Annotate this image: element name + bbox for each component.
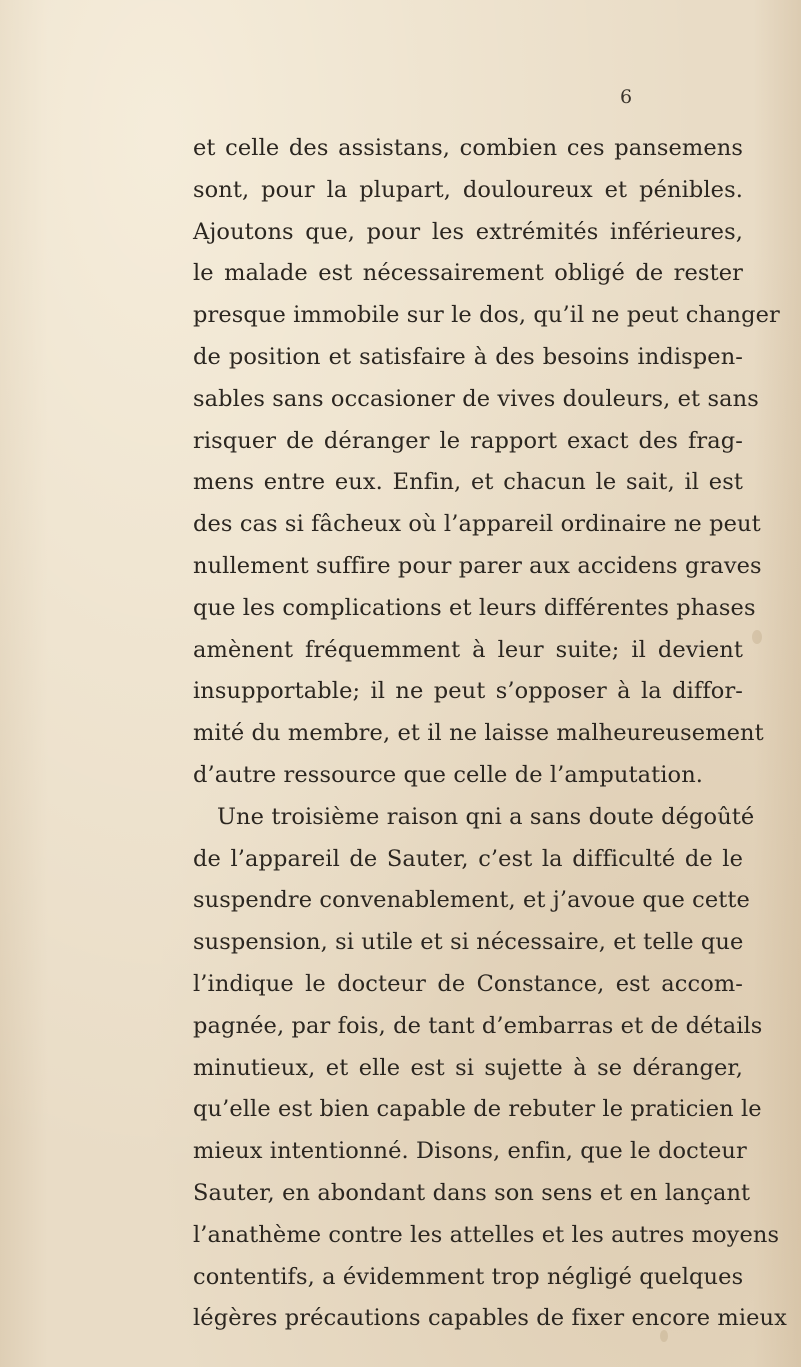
text-line: mité du membre, et il ne laisse malheureusement bbox=[193, 720, 764, 747]
page-number: 6 bbox=[620, 86, 633, 108]
text-line: et celle des assistans, combien ces pansemens bbox=[193, 135, 743, 161]
text-line: l’anathème contre les attelles et les autres moyens bbox=[193, 1221, 780, 1248]
text-line: de l’appareil de Sauter, c’est la difficulté de le bbox=[193, 845, 743, 872]
text-line: Sauter, en abondant dans son sens et en lançant bbox=[193, 1179, 751, 1206]
text-line: suspendre convenablement, et j’avoue que cette bbox=[193, 887, 750, 914]
text-line: qu’elle est bien capable de rebuter le praticien le bbox=[193, 1096, 762, 1123]
text-line: des cas si fâcheux où l’appareil ordinaire ne peut bbox=[193, 511, 761, 538]
text-line: d’autre ressource que celle de l’amputation. bbox=[193, 761, 704, 788]
text-line: amènent fréquemment à leur suite; il devient bbox=[193, 636, 743, 663]
text-line: suspension, si utile et si nécessaire, et telle que bbox=[193, 929, 744, 956]
text-line: mieux intentionné. Disons, enfin, que le docteur bbox=[193, 1138, 747, 1165]
text-line: mens entre eux. Enfin, et chacun le sait, il est bbox=[193, 469, 743, 496]
text-line: l’indique le docteur de Constance, est accom- bbox=[193, 970, 743, 997]
text-line: contentifs, a évidemment trop négligé quelques bbox=[193, 1263, 744, 1290]
text-line: sont, pour la plupart, douloureux et pénibles. bbox=[193, 176, 743, 203]
text-line: légères précautions capables de fixer encore mieux bbox=[193, 1305, 787, 1332]
text-line: de position et satisfaire à des besoins indispen- bbox=[193, 343, 743, 370]
text-line: minutieux, et elle est si sujette à se déranger, bbox=[193, 1054, 743, 1081]
text-line: que les complications et leurs différentes phases bbox=[193, 594, 756, 621]
text-line: Ajoutons que, pour les extrémités inférieures, bbox=[193, 218, 743, 245]
text-line: insupportable; il ne peut s’opposer à la diffor- bbox=[193, 678, 743, 705]
text-line: presque immobile sur le dos, qu’il ne peut changer bbox=[193, 302, 780, 329]
text-line: pagnée, par fois, de tant d’embarras et de détails bbox=[193, 1012, 763, 1039]
text-line: Une troisième raison qni a sans doute dégoûté bbox=[217, 803, 755, 830]
text-line: sables sans occasioner de vives douleurs, et sans bbox=[193, 385, 759, 412]
body-text bbox=[193, 128, 787, 1340]
text-line: nullement suffire pour parer aux accidens graves bbox=[193, 552, 762, 579]
text-line: risquer de déranger le rapport exact des frag- bbox=[193, 427, 743, 454]
paper-stain bbox=[752, 630, 762, 644]
text-line: le malade est nécessairement obligé de rester bbox=[193, 260, 743, 287]
